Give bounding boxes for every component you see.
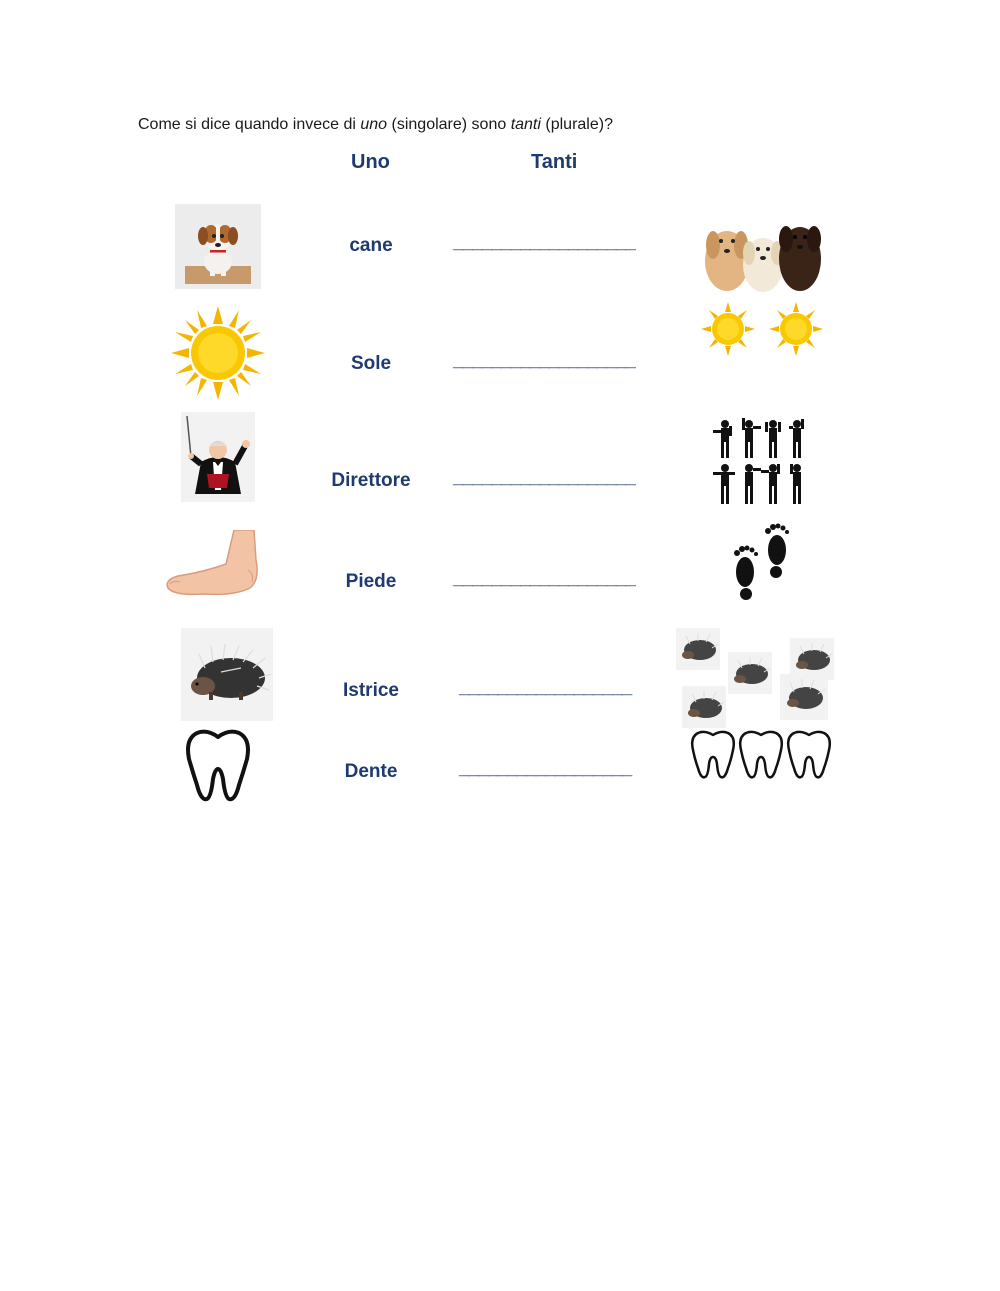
answer-blank[interactable]: ___________________ [453,467,635,488]
conductor-icon [181,412,255,502]
instruction-tanti: tanti [510,116,541,133]
header-uno: Uno [351,151,390,173]
dogs-icon [703,209,823,295]
word-piede: Piede [345,571,397,592]
instruction-part: (plurale)? [540,116,613,133]
instruction-part: Come si dice quando invece di [138,116,361,133]
word-istrice: Istrice [343,680,399,701]
answer-blank[interactable]: __________________ [459,758,632,779]
sun-icon [171,306,265,400]
word-direttore: Direttore [331,470,411,491]
dog-icon [175,204,261,289]
conductors-icon [713,418,809,508]
foot-icon [164,530,260,598]
tooth-icon [183,729,253,803]
word-dente: Dente [344,761,398,782]
teeth-icon [690,730,836,780]
instruction-uno: uno [360,116,388,133]
instruction-part: (singolare) sono [387,116,511,133]
instruction-text [138,116,613,134]
suns-icon [701,302,827,356]
word-sole: Sole [350,353,392,374]
answer-blank[interactable]: ___________________ [453,232,635,253]
header-tanti: Tanti [531,151,578,173]
porcupines-icon [676,628,838,730]
answer-blank[interactable]: ___________________ [453,568,635,589]
feet-icon [731,522,793,600]
word-cane: cane [349,235,393,256]
answer-blank[interactable]: __________________ [459,677,632,698]
porcupine-icon [181,628,273,721]
answer-blank[interactable]: ___________________ [453,350,635,371]
